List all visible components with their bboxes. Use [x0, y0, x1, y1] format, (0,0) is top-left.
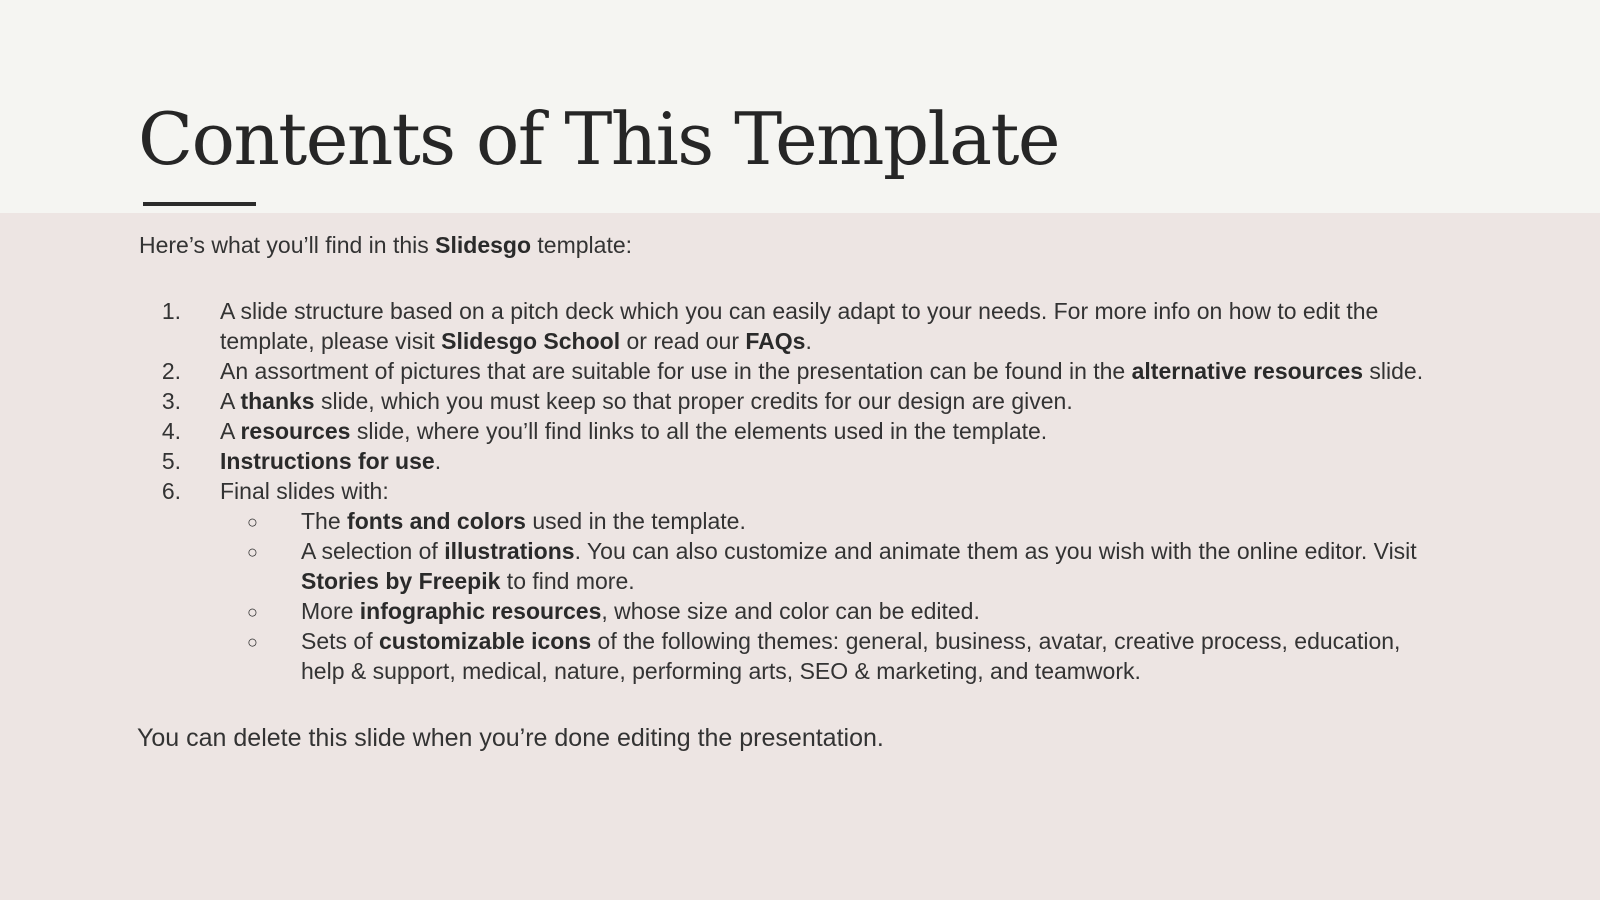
subitem-text: The [301, 508, 348, 534]
subitem-text: Sets of [301, 628, 379, 654]
item-number: 3. [161, 388, 181, 414]
sublist-item [220, 536, 1429, 596]
subitem-text: , whose size and color can be edited. [601, 598, 980, 624]
subitem-bold-illustrations: illustrations [444, 538, 575, 564]
item-text: slide. [1363, 358, 1424, 384]
subitem-link-stories-by-freepik[interactable]: Stories by Freepik [301, 568, 501, 594]
sublist-item [220, 596, 1429, 626]
intro-brand-bold: Slidesgo [435, 232, 532, 258]
list-item [139, 446, 1429, 476]
subitem-text: used in the template. [525, 508, 746, 534]
item-text: slide, where you’ll find links to all the elements used in the template. [350, 418, 1048, 444]
item-text: An assortment of pictures that are suitable for use in the presentation can be found in the [220, 358, 1132, 384]
subitem-text: . You can also customize and animate them as you wish with the online editor. Visit [574, 538, 1417, 564]
subitem-text: to find more. [500, 568, 635, 594]
subitem-bold-infographic-resources: infographic resources [359, 598, 602, 624]
slide-title: Contents of This Template [138, 97, 1060, 181]
item-text: A [220, 418, 241, 444]
subitem-text: of the following themes: general, business, avatar, creative process, education, help & support, medical, nature, performing arts, SEO & marketing, and teamwork. [301, 628, 1401, 684]
item-text: . [434, 448, 442, 474]
circle-bullet-icon: ○ [247, 632, 258, 652]
contents-list [139, 296, 1429, 686]
slide-body [139, 230, 1429, 753]
subitem-text: A selection of [301, 538, 445, 564]
sublist-item [220, 506, 1429, 536]
list-item [139, 416, 1429, 446]
closing-note: You can delete this slide when you’re done editing the presentation. [137, 724, 884, 752]
sublist-item [220, 626, 1429, 686]
item-bold-resources: resources [240, 418, 351, 444]
list-item [139, 476, 1429, 686]
item-number: 6. [161, 478, 181, 504]
intro-text-after: template: [531, 232, 633, 258]
final-slides-sublist [220, 506, 1429, 686]
item-text: slide, which you must keep so that proper credits for our design are given. [314, 388, 1073, 414]
item-link-faqs[interactable]: FAQs [745, 328, 806, 354]
subitem-text: More [301, 598, 360, 624]
item-number: 4. [161, 418, 181, 444]
circle-bullet-icon: ○ [247, 602, 258, 622]
circle-bullet-icon: ○ [247, 512, 258, 532]
subitem-bold-fonts-colors: fonts and colors [347, 508, 526, 534]
item-text: A slide structure based on a pitch deck which you can easily adapt to your needs. For more info on how to edit the template, please visit [220, 298, 1379, 354]
item-bold-alternative-resources: alternative resources [1131, 358, 1364, 384]
title-underline [143, 202, 256, 206]
list-item [139, 386, 1429, 416]
circle-bullet-icon: ○ [247, 542, 258, 562]
item-text: A [220, 388, 241, 414]
item-number: 1. [161, 298, 181, 324]
item-bold-thanks: thanks [240, 388, 315, 414]
item-number: 5. [161, 448, 181, 474]
intro-text-before: Here’s what you’ll find in this [139, 232, 436, 258]
list-item [139, 296, 1429, 356]
list-item [139, 356, 1429, 386]
item-text: or read our [620, 328, 746, 354]
item-text: . [805, 328, 812, 354]
subitem-bold-customizable-icons: customizable icons [378, 628, 592, 654]
item-text: Final slides with: [220, 478, 389, 504]
item-number: 2. [161, 358, 181, 384]
item-link-slidesgo-school[interactable]: Slidesgo School [441, 328, 621, 354]
item-bold-instructions: Instructions for use [220, 448, 435, 474]
intro-text [139, 230, 1429, 260]
